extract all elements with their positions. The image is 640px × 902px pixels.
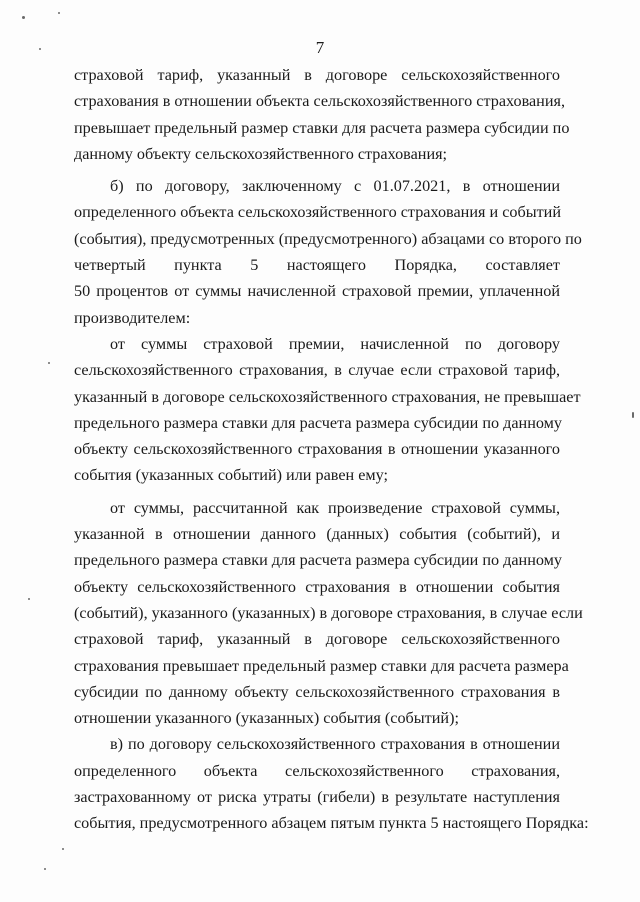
text-line: страхования превышает предельный размер ставки для расчета размера bbox=[74, 656, 569, 675]
text-line: отношении указанного (указанных) события (событий); bbox=[74, 709, 459, 728]
scan-speck bbox=[58, 12, 60, 14]
text-line: предельного размера ставки для расчета размера субсидии по данному bbox=[74, 551, 562, 570]
scan-speck bbox=[48, 362, 50, 364]
text-line: объекту сельскохозяйственного страхования в отношении указанного bbox=[74, 440, 560, 459]
text-line: объекту сельскохозяйственного страхования в отношении события bbox=[74, 577, 560, 596]
scan-speck bbox=[44, 868, 46, 870]
scan-speck bbox=[28, 598, 30, 600]
text-line: страховой тариф, указанный в договоре сельскохозяйственного bbox=[74, 630, 560, 649]
text-line: 50 процентов от суммы начисленной страховой премии, уплаченной bbox=[74, 282, 560, 301]
document-body bbox=[74, 62, 589, 837]
paragraph-item-b bbox=[74, 173, 582, 331]
text-line: страхования в отношении объекта сельскохозяйственного страхования, bbox=[74, 92, 566, 111]
text-line: от суммы, рассчитанной как произведение страховой суммы, bbox=[110, 498, 560, 517]
text-line: события (указанных событий) или равен ему; bbox=[74, 466, 389, 485]
text-line: предельного размера ставки для расчета размера субсидии по данному bbox=[74, 413, 562, 432]
text-line: от суммы страховой премии, начисленной по договору bbox=[110, 334, 560, 353]
text-line: производителем: bbox=[74, 308, 191, 327]
text-line: события, предусмотренного абзацем пятым пункта 5 настоящего Порядка: bbox=[74, 814, 589, 833]
text-line: субсидии по данному объекту сельскохозяйственного страхования в bbox=[74, 682, 560, 701]
scan-speck bbox=[39, 48, 41, 50]
paragraph-continuation bbox=[74, 62, 570, 167]
text-line: данному объекту сельскохозяйственного страхования; bbox=[74, 144, 448, 163]
text-line: указанной в отношении данного (данных) события (событий), и bbox=[74, 525, 560, 544]
text-line: указанный в договоре сельскохозяйственного страхования, не превышает bbox=[74, 387, 581, 406]
text-line: (событий), указанного (указанных) в договоре страхования, в случае если bbox=[74, 603, 583, 622]
paragraph-item-v bbox=[74, 731, 589, 836]
text-line: превышает предельный размер ставки для расчета размера субсидии по bbox=[74, 118, 570, 137]
text-line: застрахованному от риска утраты (гибели) в результате наступления bbox=[74, 788, 560, 807]
text-line: сельскохозяйственного страхования, в случае если страховой тариф, bbox=[74, 361, 560, 380]
scan-speck bbox=[62, 848, 64, 850]
scan-speck bbox=[22, 16, 25, 19]
text-line: б) по договору, заключенному с 01.07.2021, в отношении bbox=[110, 177, 560, 196]
text-line: определенного объекта сельскохозяйственного страхования и событий bbox=[74, 203, 561, 222]
paragraph-premium-sum bbox=[74, 331, 581, 489]
text-line: четвертый пункта 5 настоящего Порядка, составляет bbox=[74, 256, 560, 275]
text-line: определенного объекта сельскохозяйственного страхования, bbox=[74, 761, 560, 780]
page-number: 7 bbox=[315, 38, 325, 57]
text-line: страховой тариф, указанный в договоре сельскохозяйственного bbox=[74, 66, 560, 84]
scan-speck bbox=[632, 412, 634, 418]
text-line: (события), предусмотренных (предусмотренного) абзацами со второго по bbox=[74, 229, 582, 248]
text-line: в) по договору сельскохозяйственного страхования в отношении bbox=[110, 735, 560, 754]
paragraph-calculated-sum bbox=[74, 495, 583, 732]
